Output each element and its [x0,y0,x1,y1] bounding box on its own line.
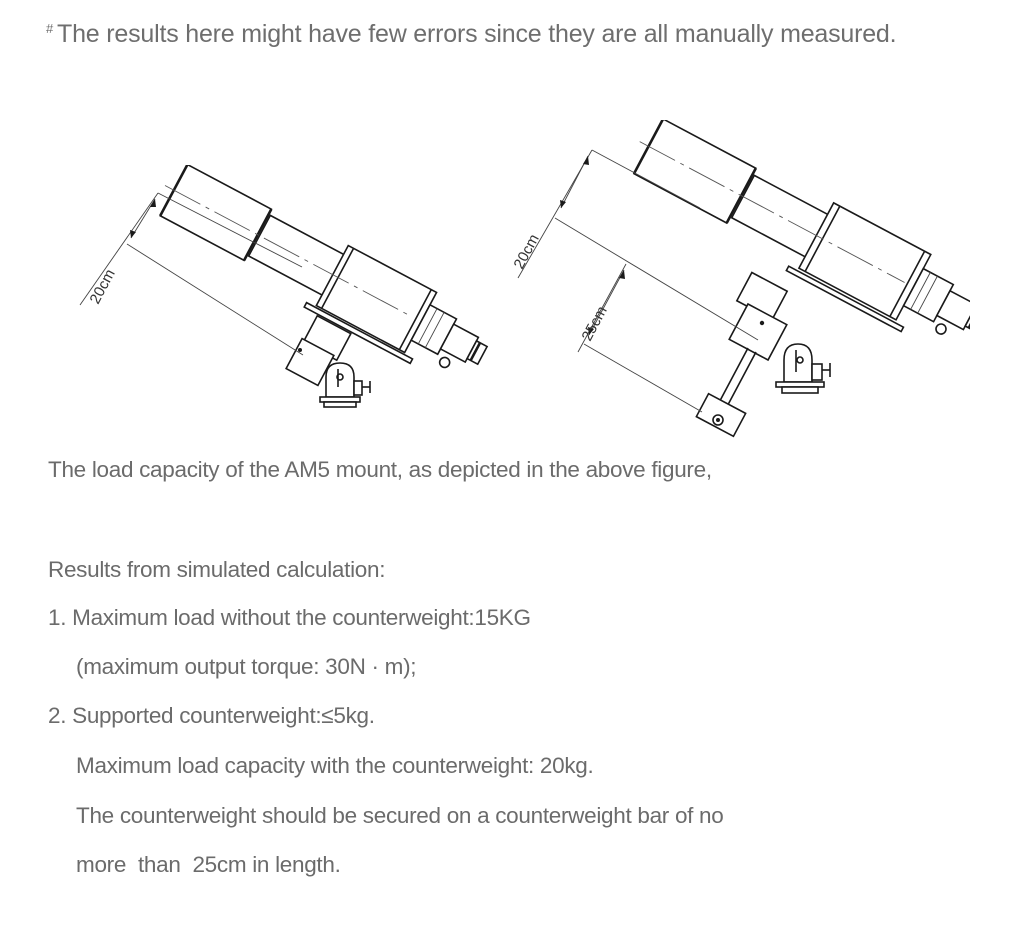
result-item-1-text: Maximum load without the counterweight:15KG [72,605,531,630]
dimension-label-25cm: 25cm [578,303,611,344]
dimension-label-20cm-right: 20cm [510,231,543,272]
dimension-label-20cm: 20cm [86,266,119,307]
result-item-2 [48,703,375,729]
note-text: The results here might have few errors since they are all manually measured. [57,20,897,48]
result-item-2-text: Supported counterweight:≤5kg. [72,703,375,728]
figure-telescope-no-counterweight [70,165,490,425]
telescope-drawing-left [70,165,490,425]
result-item-2-bar-note-line2: more than 25cm in length. [76,852,341,877]
result-item-2-number: 2. [48,703,67,728]
measurement-disclaimer-note [46,20,896,49]
intro-paragraph: The load capacity of the AM5 mount, as depicted in the above figure, [48,457,712,482]
result-item-1-number: 1. [48,605,67,630]
note-marker: # [46,21,54,36]
figure-telescope-with-counterweight [500,120,970,450]
telescope-drawing-right [500,120,970,450]
result-item-2-bar-note-line1: The counterweight should be secured on a counterweight bar of no [76,803,724,828]
result-item-2-max-load: Maximum load capacity with the counterweight: 20kg. [76,753,594,778]
result-item-1-torque: (maximum output torque: 30N · m); [76,654,417,679]
results-heading: Results from simulated calculation: [48,557,386,582]
result-item-1 [48,605,531,631]
